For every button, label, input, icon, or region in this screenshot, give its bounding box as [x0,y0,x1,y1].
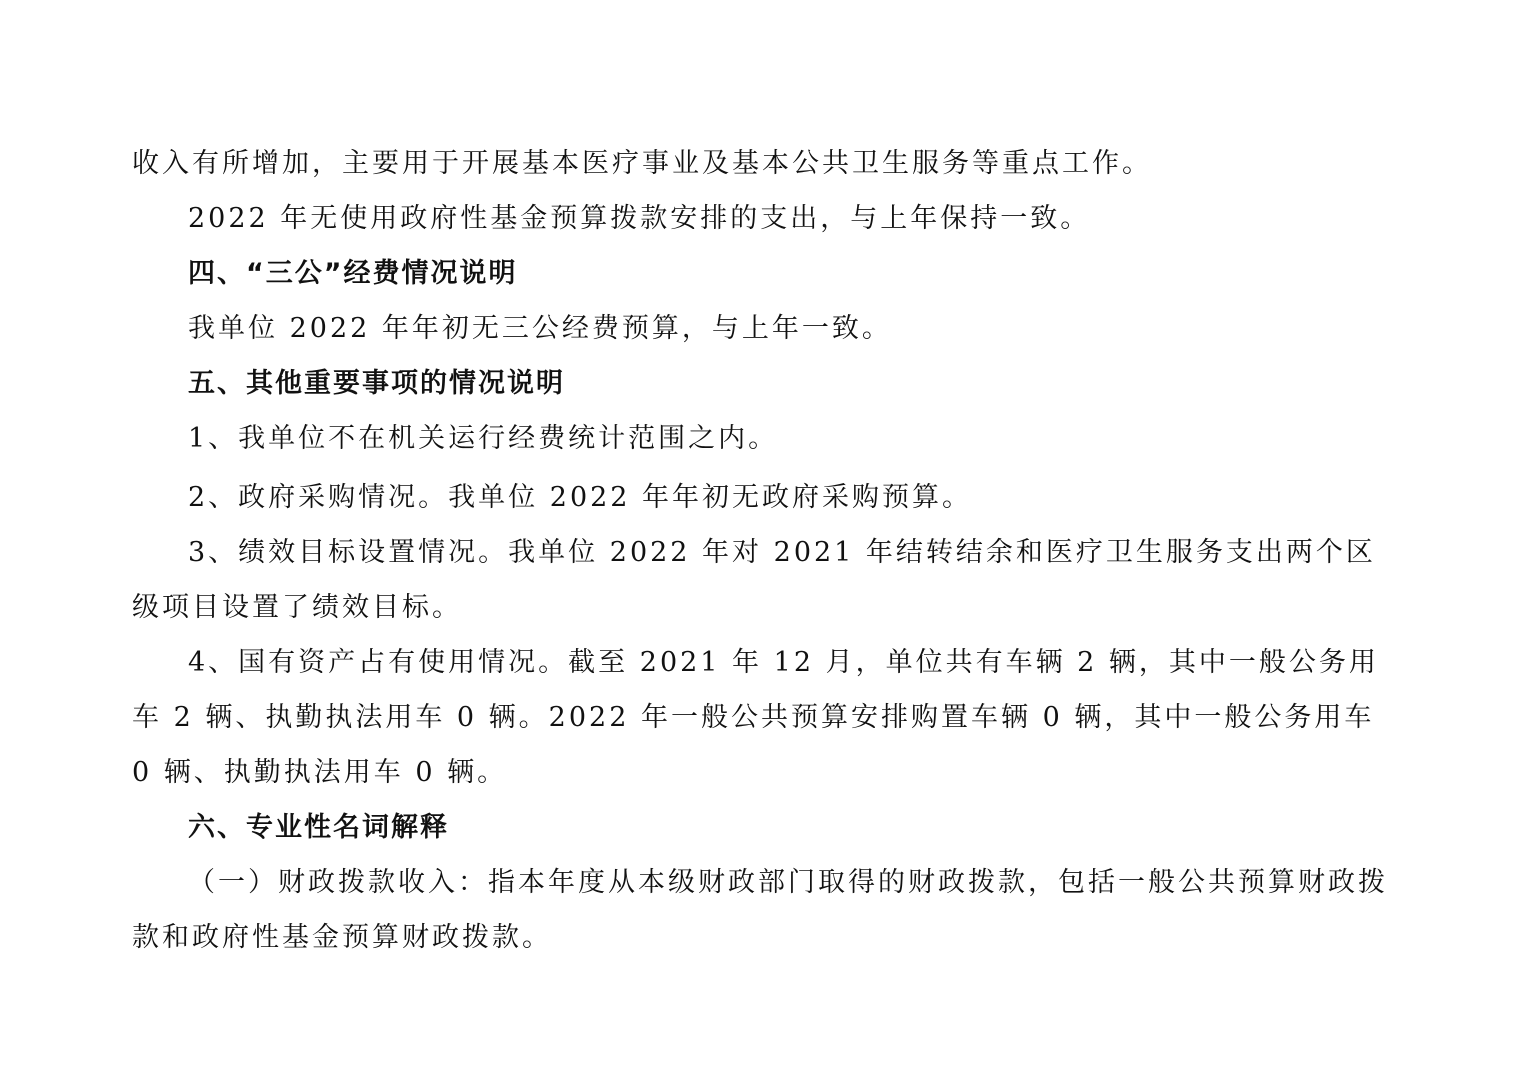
paragraph-glossary-1: （一）财政拨款收入：指本年度从本级财政部门取得的财政拨款，包括一般公共预算财政拨款和政府性基金预算财政拨款。 [132,867,1388,953]
paragraph-item-1: 1、我单位不在机关运行经费统计范围之内。 [188,423,779,454]
paragraph-gov-fund: 2022 年无使用政府性基金预算拨款安排的支出，与上年保持一致。 [188,203,1091,234]
document-page [132,136,1392,965]
heading-other-matters: 五、其他重要事项的情况说明 [188,368,565,399]
paragraph-item-3: 3、绩效目标设置情况。我单位 2022 年对 2021 年结转结余和医疗卫生服务支出两个区级项目设置了绩效目标。 [132,537,1376,623]
paragraph-three-public-budget: 我单位 2022 年年初无三公经费预算，与上年一致。 [188,313,892,344]
heading-three-public-expenses: 四、“三公”经费情况说明 [188,258,518,289]
heading-glossary: 六、专业性名词解释 [188,812,449,843]
paragraph-item-2: 2、政府采购情况。我单位 2022 年年初无政府采购预算。 [188,482,973,513]
paragraph-item-4: 4、国有资产占有使用情况。截至 2021 年 12 月，单位共有车辆 2 辆，其中一般公务用车 2 辆、执勤执法用车 0 辆。2022 年一般公共预算安排购置车辆 0 辆，其中一般公务用车 0 辆、执勤执法用车 0 辆。 [132,647,1379,788]
paragraph-income-summary: 收入有所增加，主要用于开展基本医疗事业及基本公共卫生服务等重点工作。 [132,148,1152,179]
